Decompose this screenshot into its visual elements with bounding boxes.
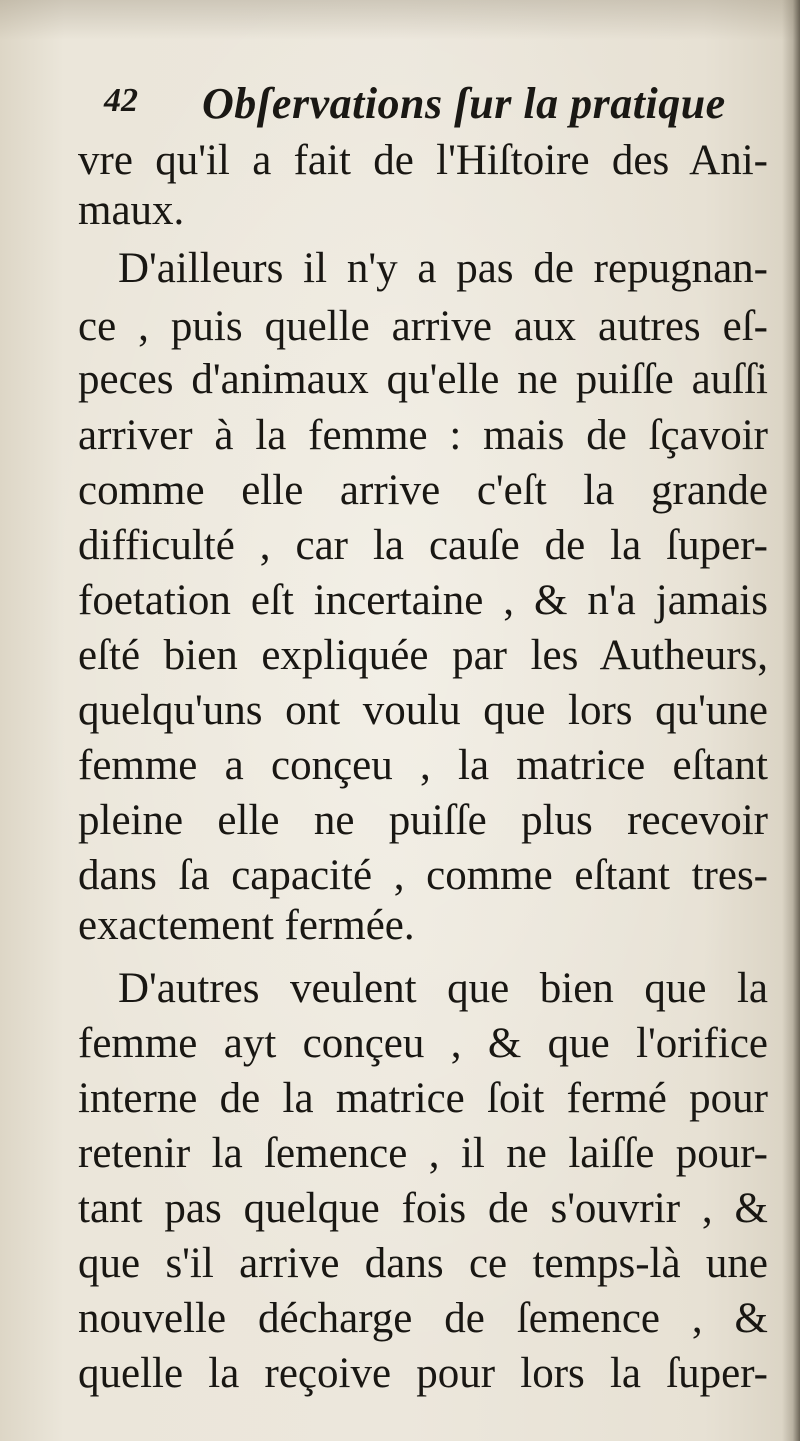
text-line: tant pas quelque fois de s'ouvrir , &	[78, 1185, 768, 1232]
text-line: dans ſa capacité , comme eſtant tres-	[78, 852, 768, 899]
text-line: quelle la reçoive pour lors la ſuper-	[78, 1350, 768, 1397]
text-line: exactement fermée.	[78, 902, 415, 949]
text-line: arriver à la femme : mais de ſçavoir	[78, 412, 768, 459]
text-line: retenir la ſemence , il ne laiſſe pour-	[78, 1130, 768, 1177]
text-line: eſté bien expliquée par les Autheurs,	[78, 632, 768, 679]
text-line: ce , puis quelle arrive aux autres eſ-	[78, 303, 768, 350]
text-line: femme ayt conçeu , & que l'orifice	[78, 1020, 768, 1067]
text-line: maux.	[78, 187, 185, 234]
text-line: comme elle arrive c'eſt la grande	[78, 467, 768, 514]
text-line: que s'il arrive dans ce temps-là une	[78, 1240, 768, 1287]
running-title: Obſervations ſur la pratique	[202, 79, 726, 128]
text-line: pleine elle ne puiſſe plus recevoir	[78, 797, 768, 844]
page-number: 42	[104, 82, 138, 119]
text-line: interne de la matrice ſoit fermé pour	[78, 1075, 768, 1122]
page-top-shadow	[0, 0, 800, 40]
paragraph-start-line: D'autres veulent que bien que la	[118, 965, 768, 1012]
text-line: vre qu'il a fait de l'Hiſtoire des Ani-	[78, 137, 768, 184]
text-line: foetation eſt incertaine , & n'a jamais	[78, 577, 768, 624]
paragraph-start-line: D'ailleurs il n'y a pas de repugnan-	[118, 245, 768, 292]
text-line: peces d'animaux qu'elle ne puiſſe auſſi	[78, 356, 768, 403]
text-line: quelqu'uns ont voulu que lors qu'une	[78, 687, 768, 734]
text-line: femme a conçeu , la matrice eſtant	[78, 742, 768, 789]
text-line: nouvelle décharge de ſemence , &	[78, 1295, 768, 1342]
text-line: difficulté , car la cauſe de la ſuper-	[78, 522, 768, 569]
page-binding-edge	[782, 0, 800, 1441]
